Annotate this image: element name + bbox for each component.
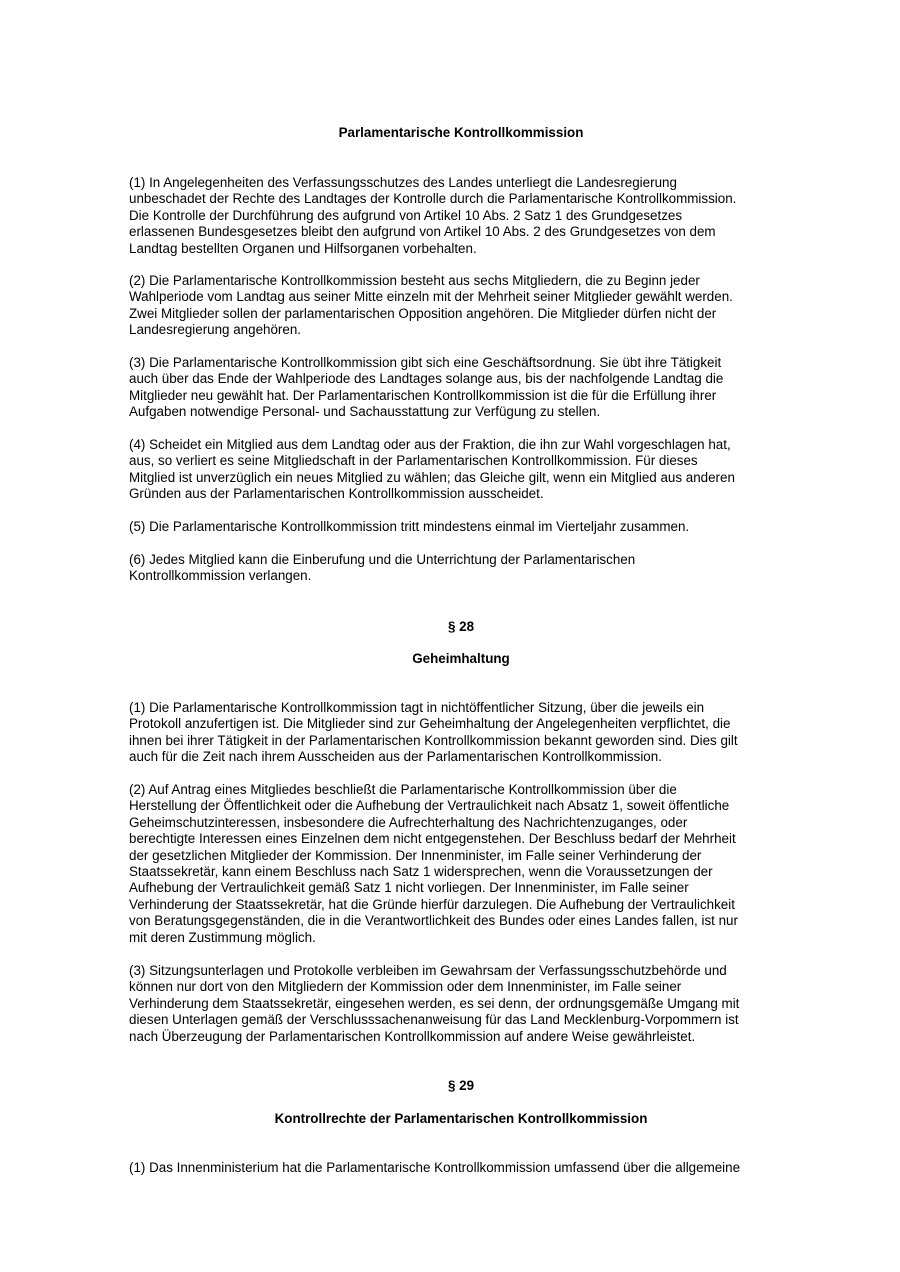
paragraph-line: Gründen aus der Parlamentarischen Kontrollkommission ausscheidet.	[129, 486, 544, 502]
paragraph-line: (2) Auf Antrag eines Mitgliedes beschließt die Parlamentarische Kontrollkommission über die	[129, 782, 677, 797]
section-title: Parlamentarische Kontrollkommission	[338, 125, 584, 140]
section-29-number: § 29	[447, 1078, 475, 1093]
paragraph-line: (3) Sitzungsunterlagen und Protokolle verbleiben im Gewahrsam der Verfassungsschutzbehörde und	[129, 963, 727, 978]
paragraph-27-2	[129, 273, 809, 339]
paragraph-line: (6) Jedes Mitglied kann die Einberufung und die Unterrichtung der Parlamentarischen	[129, 552, 636, 567]
paragraph-line: diesen Unterlagen gemäß der Verschlusssachenanweisung für das Land Mecklenburg-Vorpommern ist	[129, 1012, 739, 1028]
paragraph-line: aus, so verliert es seine Mitgliedschaft in der Parlamentarischen Kontrollkommission. Für dieses	[129, 453, 698, 469]
paragraph-line: Aufhebung der Vertraulichkeit gemäß Satz 1 nicht vorliegen. Der Innenminister, im Falle seiner	[129, 880, 689, 896]
paragraph-line: der gesetzlichen Mitglieder der Kommission. Der Innenminister, im Falle seiner Verhinderung der	[129, 847, 702, 863]
paragraph-line: auch über das Ende der Wahlperiode des Landtages solange aus, bis der nachfolgende Landtag die	[129, 371, 724, 387]
paragraph-line: (1) Das Innenministerium hat die Parlamentarische Kontrollkommission umfassend über die allgemeine	[129, 1160, 741, 1175]
paragraph-line: Geheimschutzinteressen, insbesondere die Aufrechterhaltung des Nachrichtenzuganges, oder	[129, 814, 688, 830]
paragraph-line: Mitglied ist unverzüglich ein neues Mitglied zu wählen; das Gleiche gilt, wenn ein Mitglied aus anderen	[129, 469, 735, 485]
paragraph-line: Kontrollkommission verlangen.	[129, 568, 312, 584]
paragraph-line: Landtag bestellten Organen und Hilfsorganen vorbehalten.	[129, 240, 477, 256]
paragraph-line: (1) In Angelegenheiten des Verfassungsschutzes des Landes unterliegt die Landesregierung	[129, 175, 677, 190]
paragraph-27-6	[129, 552, 809, 585]
paragraph-27-3	[129, 355, 809, 421]
paragraph-line: erlassenen Bundesgesetzes bleibt den aufgrund von Artikel 10 Abs. 2 des Grundgesetzes von dem	[129, 224, 716, 240]
paragraph-27-4	[129, 437, 809, 503]
paragraph-line: Wahlperiode vom Landtag aus seiner Mitte einzeln mit der Mehrheit seiner Mitglieder gewählt werden.	[129, 289, 733, 305]
paragraph-27-5	[129, 519, 809, 535]
paragraph-28-2	[129, 782, 809, 946]
paragraph-line: unbeschadet der Rechte des Landtages der Kontrolle durch die Parlamentarische Kontrollkommission.	[129, 191, 737, 207]
paragraph-line: Landesregierung angehören.	[129, 322, 301, 338]
paragraph-line: (1) Die Parlamentarische Kontrollkommission tagt in nichtöffentlicher Sitzung, über die jeweils ein	[129, 700, 705, 715]
paragraph-line: (2) Die Parlamentarische Kontrollkommission besteht aus sechs Mitgliedern, die zu Beginn jeder	[129, 273, 700, 288]
paragraph-line: (5) Die Parlamentarische Kontrollkommission tritt mindestens einmal im Vierteljahr zusammen.	[129, 519, 690, 534]
paragraph-28-1	[129, 700, 809, 766]
paragraph-line: auch für die Zeit nach ihrem Ausscheiden aus der Parlamentarischen Kontrollkommission.	[129, 749, 662, 765]
paragraph-line: berechtigte Interessen eines Einzelnen dem nicht entgegenstehen. Der Beschluss bedarf der Mehrheit	[129, 831, 736, 847]
paragraph-line: Aufgaben notwendige Personal- und Sachausstattung zur Verfügung zu stellen.	[129, 404, 601, 420]
paragraph-line: (3) Die Parlamentarische Kontrollkommission gibt sich eine Geschäftsordnung. Sie übt ihre Tätigkeit	[129, 355, 722, 370]
paragraph-line: ihnen bei ihrer Tätigkeit in der Parlamentarischen Kontrollkommission bekannt geworden sind. Dies gilt	[129, 732, 738, 748]
paragraph-line: von Beratungsgegenständen, die in die Verantwortlichkeit des Bundes oder eines Landes fallen, ist nur	[129, 913, 738, 929]
paragraph-line: (4) Scheidet ein Mitglied aus dem Landtag oder aus der Fraktion, die ihn zur Wahl vorgeschlagen hat,	[129, 437, 731, 452]
paragraph-line: Mitglieder neu gewählt hat. Der Parlamentarischen Kontrollkommission ist die für die Erfüllung ihrer	[129, 387, 717, 403]
paragraph-line: Zwei Mitglieder sollen der parlamentarischen Opposition angehören. Die Mitglieder dürfen nicht der	[129, 305, 717, 321]
section-29-title: Kontrollrechte der Parlamentarischen Kontrollkommission	[274, 1111, 648, 1126]
section-28-number: § 28	[447, 619, 475, 634]
paragraph-line: Verhinderung dem Staatssekretär, eingesehen werden, es sei denn, der ordnungsgemäße Umgang mit	[129, 995, 740, 1011]
paragraph-line: Herstellung der Öffentlichkeit oder die Aufhebung der Vertraulichkeit nach Absatz 1, soweit öffentliche	[129, 798, 730, 814]
section-28-title: Geheimhaltung	[412, 651, 510, 666]
paragraph-line: mit deren Zustimmung möglich.	[129, 929, 316, 945]
paragraph-line: nach Überzeugung der Parlamentarischen Kontrollkommission auf andere Weise gewährleistet.	[129, 1028, 696, 1044]
paragraph-29-1	[129, 1160, 809, 1176]
paragraph-line: können nur dort von den Mitgliedern der Kommission oder dem Innenminister, im Falle seiner	[129, 979, 682, 995]
paragraph-line: Protokoll anzufertigen ist. Die Mitglieder sind zur Geheimhaltung der Angelegenheiten verpflichtet, die	[129, 716, 731, 732]
paragraph-line: Verhinderung der Staatssekretär, hat die Gründe hierfür darzulegen. Die Aufhebung der Vertraulichkeit	[129, 896, 735, 912]
paragraph-line: Staatssekretär, kann einem Beschluss nach Satz 1 widersprechen, wenn die Voraussetzungen der	[129, 864, 713, 880]
paragraph-27-1	[129, 175, 809, 257]
paragraph-28-3	[129, 963, 809, 1045]
paragraph-line: Die Kontrolle der Durchführung des aufgrund von Artikel 10 Abs. 2 Satz 1 des Grundgesetzes	[129, 207, 683, 223]
